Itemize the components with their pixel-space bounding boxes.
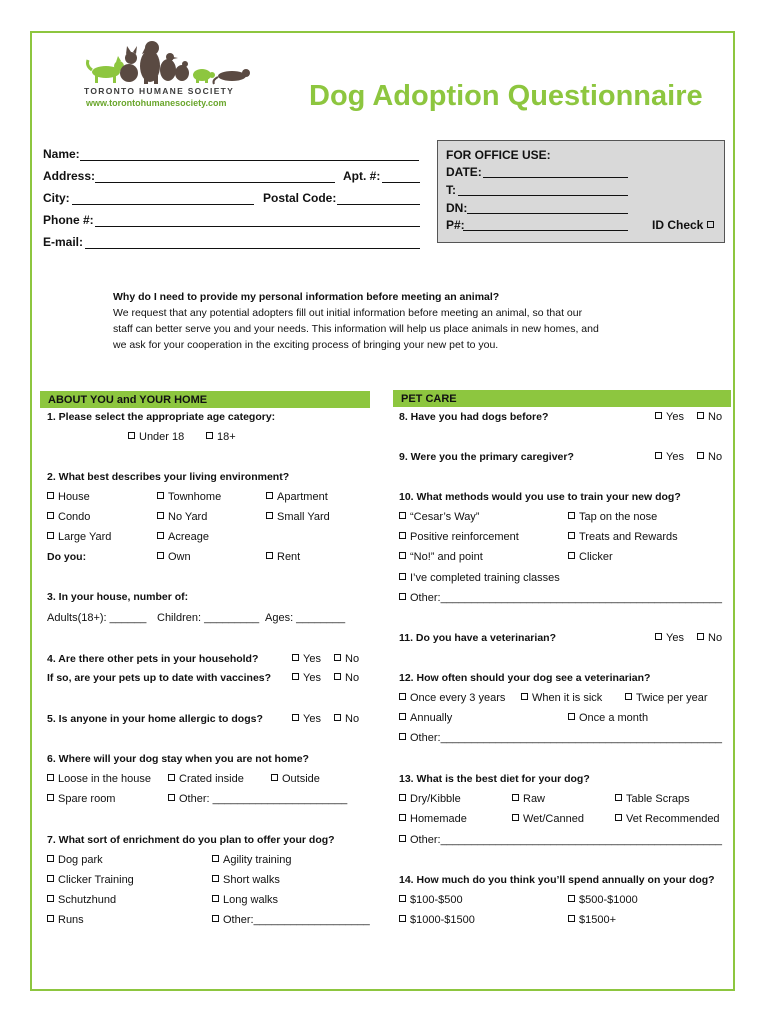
checkbox-icon[interactable] (47, 512, 54, 519)
name-field[interactable] (80, 160, 419, 161)
q9-no[interactable]: No (697, 451, 722, 463)
checkbox-icon[interactable] (568, 895, 575, 902)
section-pet-care: PET CARE (393, 390, 731, 407)
checkbox-icon[interactable] (292, 673, 299, 680)
q2-text: 2. What best describes your living environment? (47, 471, 290, 483)
checkbox-icon[interactable] (47, 855, 54, 862)
q13-dry-kibble[interactable]: Dry/Kibble (399, 793, 461, 805)
q6-crated[interactable]: Crated inside (168, 773, 244, 785)
section-about-you: ABOUT YOU and YOUR HOME (40, 391, 370, 408)
checkbox-icon[interactable] (399, 552, 406, 559)
checkbox-icon[interactable] (399, 835, 406, 842)
address-label: Address: (43, 169, 96, 183)
q13-homemade[interactable]: Homemade (399, 813, 467, 825)
checkbox-icon[interactable] (334, 654, 341, 661)
q12-text: 12. How often should your dog see a veterinarian? (399, 672, 651, 684)
q12-other[interactable]: Other:______________________________________________ (399, 732, 722, 744)
checkbox-icon[interactable] (697, 452, 704, 459)
postal-field[interactable] (337, 204, 420, 205)
office-dn-label: DN: (446, 201, 468, 215)
q6-loose[interactable]: Loose in the house (47, 773, 151, 785)
q7-agility[interactable]: Agility training (212, 854, 291, 866)
q4b-text: If so, are your pets up to date with vaccines? (47, 672, 272, 684)
q11-yes[interactable]: Yes (655, 632, 684, 644)
phone-field[interactable] (95, 226, 420, 227)
q13-vet-recommended[interactable]: Vet Recommended (615, 813, 720, 825)
q6-text: 6. Where will your dog stay when you are not home? (47, 753, 309, 765)
q7-dog-park[interactable]: Dog park (47, 854, 103, 866)
q4-no[interactable]: No (334, 653, 359, 665)
q14-1500-plus[interactable]: $1500+ (568, 914, 616, 926)
checkbox-icon[interactable] (266, 492, 273, 499)
org-url[interactable]: www.torontohumanesociety.com (86, 98, 227, 108)
apt-label: Apt. #: (343, 169, 381, 183)
q6-other[interactable]: Other: ______________________ (168, 793, 347, 805)
q13-text: 13. What is the best diet for your dog? (399, 773, 590, 785)
q2-large-yard[interactable]: Large Yard (47, 531, 111, 543)
q6-outside[interactable]: Outside (271, 773, 320, 785)
q7-clicker[interactable]: Clicker Training (47, 874, 134, 886)
checkbox-icon[interactable] (399, 573, 406, 580)
q5-text: 5. Is anyone in your home allergic to dogs? (47, 713, 263, 725)
checkbox-icon[interactable] (212, 875, 219, 882)
q9-text: 9. Were you the primary caregiver? (399, 451, 574, 463)
checkbox-icon[interactable] (399, 915, 406, 922)
q10-clicker[interactable]: Clicker (568, 551, 613, 563)
q13-wet-canned[interactable]: Wet/Canned (512, 813, 584, 825)
checkbox-icon[interactable] (212, 855, 219, 862)
checkbox-icon[interactable] (655, 412, 662, 419)
checkbox-icon[interactable] (399, 713, 406, 720)
checkbox-icon[interactable] (399, 593, 406, 600)
q5-yes[interactable]: Yes (292, 713, 321, 725)
q3-text: 3. In your house, number of: (47, 591, 189, 603)
checkbox-icon[interactable] (47, 774, 54, 781)
q12-twice-year[interactable]: Twice per year (625, 692, 708, 704)
checkbox-icon[interactable] (271, 774, 278, 781)
q3-children[interactable]: Children: _________ (157, 612, 260, 624)
checkbox-icon[interactable] (206, 432, 213, 439)
checkbox-icon[interactable] (399, 512, 406, 519)
id-check[interactable] (652, 218, 718, 232)
q10-positive[interactable]: Positive reinforcement (399, 531, 519, 543)
q4b-no[interactable]: No (334, 672, 359, 684)
q11-no[interactable]: No (697, 632, 722, 644)
checkbox-icon[interactable] (212, 895, 219, 902)
checkbox-icon[interactable] (625, 693, 632, 700)
q2-acreage[interactable]: Acreage (157, 531, 209, 543)
q3-adults[interactable]: Adults(18+): ______ (47, 612, 147, 624)
checkbox-icon[interactable] (266, 512, 273, 519)
address-field[interactable] (95, 182, 335, 183)
q14-500-1000[interactable]: $500-$1000 (568, 894, 638, 906)
office-t-label: T: (446, 183, 456, 197)
apt-field[interactable] (382, 182, 420, 183)
checkbox-icon[interactable] (399, 814, 406, 821)
checkbox-icon[interactable] (157, 532, 164, 539)
org-name: TORONTO HUMANE SOCIETY (84, 86, 235, 96)
q13-table-scraps[interactable]: Table Scraps (615, 793, 690, 805)
checkbox-icon[interactable] (334, 673, 341, 680)
office-dn-field[interactable] (467, 213, 628, 214)
q14-100-500[interactable]: $100-$500 (399, 894, 463, 906)
q4b-yes[interactable]: Yes (292, 672, 321, 684)
q14-text: 14. How much do you think you’ll spend annually on your dog? (399, 874, 715, 886)
checkbox-icon[interactable] (568, 512, 575, 519)
q2-condo[interactable]: Condo (47, 511, 90, 523)
checkbox-icon[interactable] (399, 895, 406, 902)
q2-no-yard[interactable]: No Yard (157, 511, 207, 523)
q4-yes[interactable]: Yes (292, 653, 321, 665)
q2-small-yard[interactable]: Small Yard (266, 511, 330, 523)
office-date-field[interactable] (483, 177, 628, 178)
checkbox-icon[interactable] (292, 714, 299, 721)
checkbox-icon[interactable] (399, 693, 406, 700)
checkbox-icon[interactable] (47, 532, 54, 539)
checkbox-icon[interactable] (47, 875, 54, 882)
q7-long-walks[interactable]: Long walks (212, 894, 278, 906)
animals-logo-icon (84, 40, 254, 85)
q10-treats[interactable]: Treats and Rewards (568, 531, 678, 543)
checkbox-icon[interactable] (697, 412, 704, 419)
q1-18plus[interactable]: 18+ (206, 431, 236, 443)
q2-rent[interactable]: Rent (266, 551, 300, 563)
q2-townhome[interactable]: Townhome (157, 491, 221, 503)
q2-own[interactable]: Own (157, 551, 191, 563)
q4-text: 4. Are there other pets in your household? (47, 653, 259, 665)
id-check-label: ID Check (652, 218, 704, 232)
city-label: City: (43, 191, 70, 205)
q9-yes[interactable]: Yes (655, 451, 684, 463)
name-label: Name: (43, 147, 80, 161)
checkbox-icon[interactable] (399, 532, 406, 539)
checkbox-icon[interactable] (655, 452, 662, 459)
checkbox-icon[interactable] (47, 895, 54, 902)
q8-text: 8. Have you had dogs before? (399, 411, 549, 423)
checkbox-icon[interactable] (399, 794, 406, 801)
q5-no[interactable]: No (334, 713, 359, 725)
q2-apartment[interactable]: Apartment (266, 491, 328, 503)
checkbox-icon[interactable] (697, 633, 704, 640)
q14-1000-1500[interactable]: $1000-$1500 (399, 914, 475, 926)
q7-other[interactable]: Other:___________________ (212, 914, 370, 926)
intro-line: we ask for your cooperation in the exciting process of bringing your new pet to you. (113, 339, 499, 351)
checkbox-icon[interactable] (568, 713, 575, 720)
intro-line: We request that any potential adopters fill out initial information before meeting an animal, so that our (113, 307, 583, 319)
checkbox-icon[interactable] (157, 552, 164, 559)
q7-runs[interactable]: Runs (47, 914, 84, 926)
email-field[interactable] (85, 248, 420, 249)
q12-once-month[interactable]: Once a month (568, 712, 648, 724)
q12-annually[interactable]: Annually (399, 712, 452, 724)
checkbox-icon[interactable] (47, 794, 54, 801)
checkbox-icon[interactable] (47, 492, 54, 499)
q7-schutzhund[interactable]: Schutzhund (47, 894, 116, 906)
q12-when-sick[interactable]: When it is sick (521, 692, 602, 704)
checkbox-icon[interactable] (266, 552, 273, 559)
checkbox-icon[interactable] (168, 774, 175, 781)
checkbox-icon[interactable] (512, 794, 519, 801)
office-p-label: P#: (446, 218, 465, 232)
q10-text: 10. What methods would you use to train your new dog? (399, 491, 681, 503)
q13-raw[interactable]: Raw (512, 793, 545, 805)
q6-spare-room[interactable]: Spare room (47, 793, 115, 805)
id-check-checkbox[interactable] (707, 221, 714, 228)
checkbox-icon[interactable] (212, 915, 219, 922)
q10-classes[interactable]: I’ve completed training classes (399, 572, 560, 584)
checkbox-icon[interactable] (655, 633, 662, 640)
checkbox-icon[interactable] (292, 654, 299, 661)
q2-house[interactable]: House (47, 491, 90, 503)
checkbox-icon[interactable] (128, 432, 135, 439)
q10-other[interactable]: Other:______________________________________________ (399, 592, 722, 604)
checkbox-icon[interactable] (157, 512, 164, 519)
q10-cesars-way[interactable]: “Cesar’s Way” (399, 511, 479, 523)
q10-tap-nose[interactable]: Tap on the nose (568, 511, 657, 523)
q12-every-3-years[interactable]: Once every 3 years (399, 692, 505, 704)
q8-no[interactable]: No (697, 411, 722, 423)
checkbox-icon[interactable] (399, 733, 406, 740)
intro-question: Why do I need to provide my personal information before meeting an animal? (113, 291, 500, 303)
q1-under18[interactable]: Under 18 (128, 431, 184, 443)
checkbox-icon[interactable] (47, 915, 54, 922)
q11-text: 11. Do you have a veterinarian? (399, 632, 556, 644)
q13-other[interactable]: Other:______________________________________________ (399, 834, 722, 846)
q2-do-you: Do you: (47, 551, 87, 563)
phone-label: Phone #: (43, 213, 94, 227)
checkbox-icon[interactable] (615, 794, 622, 801)
intro-line: staff can better serve you and your needs. This information will help us place animals in new homes, and (113, 323, 599, 335)
checkbox-icon[interactable] (168, 794, 175, 801)
q7-short-walks[interactable]: Short walks (212, 874, 280, 886)
city-field[interactable] (72, 204, 254, 205)
q7-text: 7. What sort of enrichment do you plan to offer your dog? (47, 834, 335, 846)
checkbox-icon[interactable] (512, 814, 519, 821)
q8-yes[interactable]: Yes (655, 411, 684, 423)
office-heading: FOR OFFICE USE: (446, 148, 551, 162)
office-t-field[interactable] (458, 195, 628, 196)
checkbox-icon[interactable] (568, 552, 575, 559)
checkbox-icon[interactable] (615, 814, 622, 821)
q3-ages[interactable]: Ages: ________ (265, 612, 346, 624)
page-title: Dog Adoption Questionnaire (309, 80, 703, 112)
checkbox-icon[interactable] (334, 714, 341, 721)
checkbox-icon[interactable] (568, 532, 575, 539)
postal-label: Postal Code: (263, 191, 337, 205)
q10-no-point[interactable]: “No!” and point (399, 551, 483, 563)
office-date-label: DATE: (446, 165, 482, 179)
checkbox-icon[interactable] (521, 693, 528, 700)
checkbox-icon[interactable] (568, 915, 575, 922)
office-p-field[interactable] (463, 230, 628, 231)
q1-text: 1. Please select the appropriate age category: (47, 411, 276, 423)
checkbox-icon[interactable] (157, 492, 164, 499)
email-label: E-mail: (43, 235, 84, 249)
